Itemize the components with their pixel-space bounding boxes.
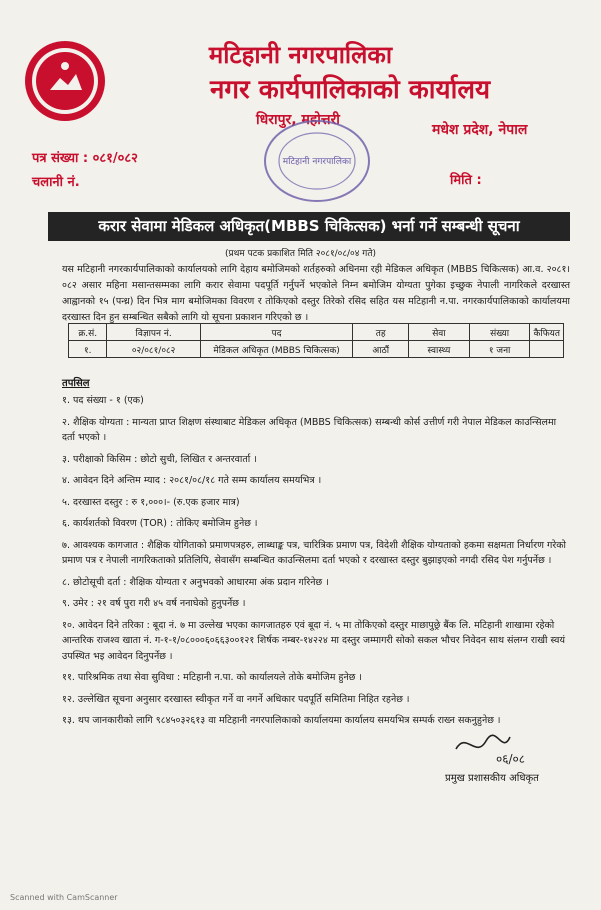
reference-number: पत्र संख्या : ०८१/०८२ [32,151,138,166]
list-item: ६. कार्यशर्तको विवरण (TOR) : तोकिए बमोजिम हुनेछ । [62,518,258,529]
table-cell [530,341,564,358]
signatory-title: प्रमुख प्रशासकीय अधिकृत [445,773,539,784]
table-header-row [69,324,564,341]
table-cell: आठौं [353,341,409,358]
notice-body: यस मटिहानी नगरकार्यपालिकाको कार्यालयको लागि देहाय बमोजिमको शर्तहरुको अधिनमा रही मेडिकल अधिकृत (MBBS चिकित्सक) आ.व. २०८१।०८२ असार महिना मसान्तसम्मका लागि करार सेवामा पदपूर्ति गर्नुपर्ने भएकोले निम्न बमोजिम योग्यता पुगेका इच्छुक नेपाली नागरिकले दरखास्त आह्वानको १५ (पन्ध्र) दिन भित्र माग बमोजिमका विवरण र तोकिएको दस्तुर तिरेको रसिद सहित यस मटिहानी न.पा. नगरकार्यपालिकाको कार्यालयमा दरखास्त दिन हुन सम्बन्धित सबैको लागि यो सूचना प्रकाशन गरिएको छ । [62,264,570,323]
address-right: मधेश प्रदेश, नेपाल [432,122,528,138]
table-row [69,341,564,358]
table-header-cell: सेवा [409,324,470,341]
date-label: मिति : [450,173,482,188]
list-item: ४. आवेदन दिने अन्तिम म्याद : २०८१/०८/१८ गते सम्म कार्यालय समयभित्र । [62,475,322,486]
list-item: ३. परीक्षाको किसिम : छोटो सुची, लिखित र अन्तरवार्ता । [62,453,257,465]
address-left: धिरापुर, महोत्तरी [256,112,340,128]
list-item: २. शैक्षिक योग्यता : मान्यता प्राप्त शिक्षण संस्थाबाट मेडिकल अधिकृत (MBBS चिकित्सक) सम्बन्धी कोर्स उत्तीर्ण गरी नेपाल मेडिकल काउन्सिलमा दर्ता भएको । [62,416,557,443]
table-header-cell: तह [353,324,409,341]
list-item: ११. पारिश्रमिक तथा सेवा सुविधा : मटिहानी न.पा. को कार्यालयले तोके बमोजिम हुनेछ । [62,672,363,683]
municipality-name: मटिहानी नगरपालिका [208,41,393,69]
list-item: १२. उल्लेखित सूचना अनुसार दरखास्त स्वीकृत गर्ने वा नगर्ने अधिकार पदपूर्ति समितिमा निहित रहनेछ । [62,693,410,705]
notice-subtitle: (प्रथम पटक प्रकाशित मिति २०८१/०८/०४ गते) [225,249,376,259]
svg-text:०६/०८: ०६/०८ [496,752,526,766]
details-list [62,393,570,735]
table-cell: १ जना [469,341,530,358]
vacancy-table [68,323,564,358]
scanner-watermark: Scanned with CamScanner [10,893,118,902]
list-item: ५. दरखास्त दस्तुर : रु १,०००।- (रु.एक हजार मात्र) [62,496,240,508]
list-item: ९. उमेर : २१ वर्ष पुरा गरी ४५ वर्ष ननाघेको हुनुपर्नेछ । [62,598,246,609]
list-item: १३. थप जानकारीको लागि ९८४५०३२६१३ वा मटिहानी नगरपालिकाको कार्यालयमा कार्यालय समयभित्र सम्पर्क राख्न सकनुहुनेछ । [62,715,501,726]
list-item: ७. आवश्यक कागजात : शैक्षिक योगिताको प्रमाणपत्रहरु, लाब्धाङ्क पत्र, चारित्रिक प्रमाण पत्र, विदेशी शैक्षिक योग्यताको हकमा सक्षमता निर्धारण गरेको प्रमाण पत्र र नेपाली नागरिकताको प्रतिलिपि, सेवासँग सम्बन्धित काउन्सिलमा दर्ता भएको र दरखास्त दस्तुर बुझाइएको नगदी रसिद पेश गर्नुपर्नेछ । [62,539,566,566]
table-header-cell: पद [200,324,353,341]
table-header-cell: संख्या [469,324,530,341]
signature [452,717,537,767]
office-stamp [262,117,372,205]
table-header-cell: कैफियत [530,324,564,341]
office-name: नगर कार्यपालिकाको कार्यालय [209,75,491,105]
list-item: १०. आवेदन दिने तरिका : बूदा नं. ७ मा उल्लेख भएका कागजातहरु एवं बूदा नं. ५ मा तोकिएको दस्तुर माछापुछ्रे बैंक लि. मटिहानी शाखामा रहेको आन्तरिक राजश्व खाता नं. ग-१-१/०८०००६०६६३००१२१ शिर्षक नम्बर-१४२२४ मा दस्तुर जम्मागरी सोको सकल भौचर निवेदन साथ संलग्न राखी स्वयं उपस्थित भइ आवेदन दिनुपर्नेछ । [62,619,565,662]
table-cell: मेडिकल अधिकृत (MBBS चिकित्सक) [200,341,353,358]
details-heading: तपसिल [62,378,90,389]
svg-text:मटिहानी नगरपालिका: मटिहानी नगरपालिका [282,157,352,167]
table-cell: स्वास्थ्य [409,341,470,358]
notice-title-banner: करार सेवामा मेडिकल अधिकृत(MBBS चिकित्सक) भर्ना गर्ने सम्बन्धी सूचना [48,212,570,241]
table-cell: १. [69,341,107,358]
table-header-cell: विज्ञापन नं. [107,324,200,341]
table-header-cell: क्र.सं. [69,324,107,341]
table-cell: ०२/०८१/०८२ [107,341,200,358]
list-item: ८. छोटोसूची दर्ता : शैक्षिक योग्यता र अनुभवको आधारमा अंक प्रदान गरिनेछ । [62,576,329,588]
list-item: १. पद संख्या - १ (एक) [62,395,144,406]
dispatch-number: चलानी नं. [32,175,80,190]
